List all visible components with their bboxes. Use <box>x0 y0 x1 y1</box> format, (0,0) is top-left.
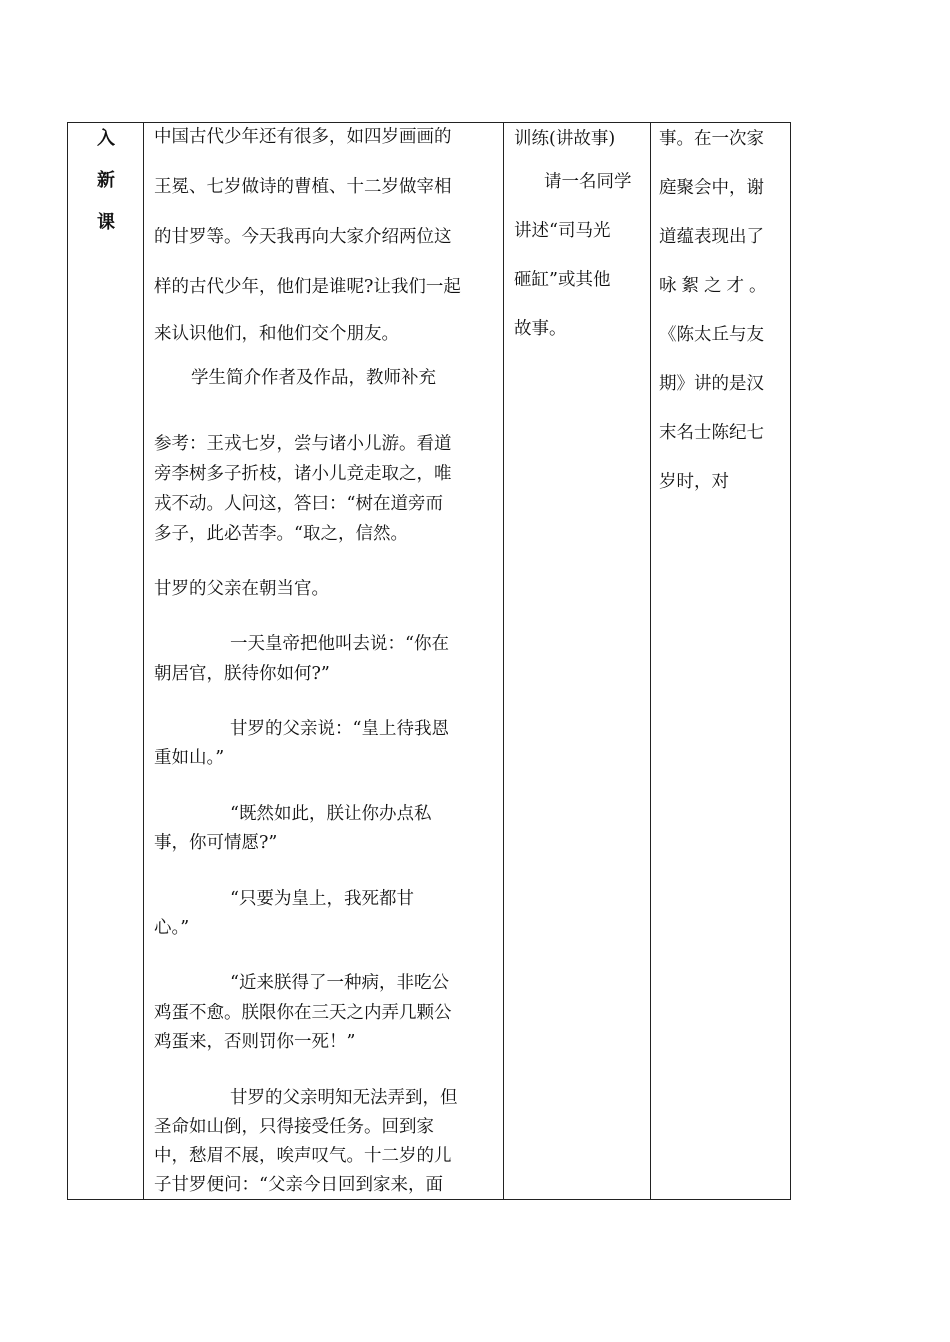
notes-line: 期》讲的是汉 <box>659 374 764 394</box>
intro-line: 样的古代少年，他们是谁呢?让我们一起 <box>154 277 461 297</box>
story-line: 事，你可情愿?” <box>154 833 278 853</box>
content-column <box>144 123 504 1199</box>
section-char-2: 新 <box>97 170 115 191</box>
lesson-table <box>67 122 791 1200</box>
story-line: 子甘罗便问：“父亲今日回到家来，面 <box>154 1175 443 1195</box>
intro-line: 来认识他们，和他们交个朋友。 <box>154 324 399 344</box>
notes-line: 咏絮之才。 <box>659 276 772 296</box>
notes-line: 事。在一次家 <box>659 129 764 149</box>
activity-column <box>504 123 651 1199</box>
notes-line: 岁时，对 <box>659 472 729 492</box>
notes-line: 《陈太丘与友 <box>659 325 764 345</box>
story-line: 重如山。” <box>154 748 225 768</box>
story-line: “近来朕得了一种病，非吃公 <box>230 973 449 993</box>
story-line: 甘罗的父亲明知无法弄到，但 <box>230 1088 458 1108</box>
notes-line: 庭聚会中，谢 <box>659 178 764 198</box>
activity-line: 砸缸”或其他 <box>514 270 611 290</box>
notes-column <box>651 123 790 1199</box>
story-line: “只要为皇上，我死都甘 <box>230 889 414 909</box>
story-line: “既然如此，朕让你办点私 <box>230 804 432 824</box>
intro-line: 王冕、七岁做诗的曹植、十二岁做宰相 <box>154 177 452 197</box>
activity-line: 故事。 <box>514 319 567 339</box>
reference-line: 戎不动。人问这，答曰：“树在道旁而 <box>154 494 443 514</box>
story-line: 圣命如山倒，只得接受任务。回到家 <box>154 1117 434 1137</box>
story-line: 甘罗的父亲说：“皇上待我恩 <box>230 719 449 739</box>
activity-line: 训练(讲故事) <box>514 129 616 149</box>
notes-line: 道蕴表现出了 <box>659 227 764 247</box>
story-intro: 甘罗的父亲在朝当官。 <box>154 579 329 599</box>
story-line: 鸡蛋来，否则罚你一死！” <box>154 1032 356 1052</box>
story-line: 心。” <box>154 918 190 938</box>
intro-line: 中国古代少年还有很多，如四岁画画的 <box>154 127 452 147</box>
reference-line: 旁李树多子折枝，诸小儿竞走取之，唯 <box>154 464 452 484</box>
activity-line: 请一名同学 <box>544 172 632 192</box>
story-line: 中，愁眉不展，唉声叹气。十二岁的儿 <box>154 1146 452 1166</box>
intro-note: 学生简介作者及作品，教师补充 <box>191 368 436 388</box>
section-char-3: 课 <box>97 212 115 233</box>
notes-line: 末名士陈纪七 <box>659 423 764 443</box>
story-line: 鸡蛋不愈。朕限你在三天之内弄几颗公 <box>154 1003 452 1023</box>
section-char-1: 入 <box>97 128 115 149</box>
section-column <box>68 123 144 1199</box>
story-line: 朝居官，朕待你如何?” <box>154 664 330 684</box>
reference-line: 参考：王戎七岁，尝与诸小儿游。看道 <box>154 434 452 454</box>
activity-line: 讲述“司马光 <box>514 221 611 241</box>
intro-line: 的甘罗等。今天我再向大家介绍两位这 <box>154 227 452 247</box>
story-line: 一天皇帝把他叫去说：“你在 <box>230 634 449 654</box>
reference-line: 多子，此必苦李。“取之，信然。 <box>154 524 408 544</box>
